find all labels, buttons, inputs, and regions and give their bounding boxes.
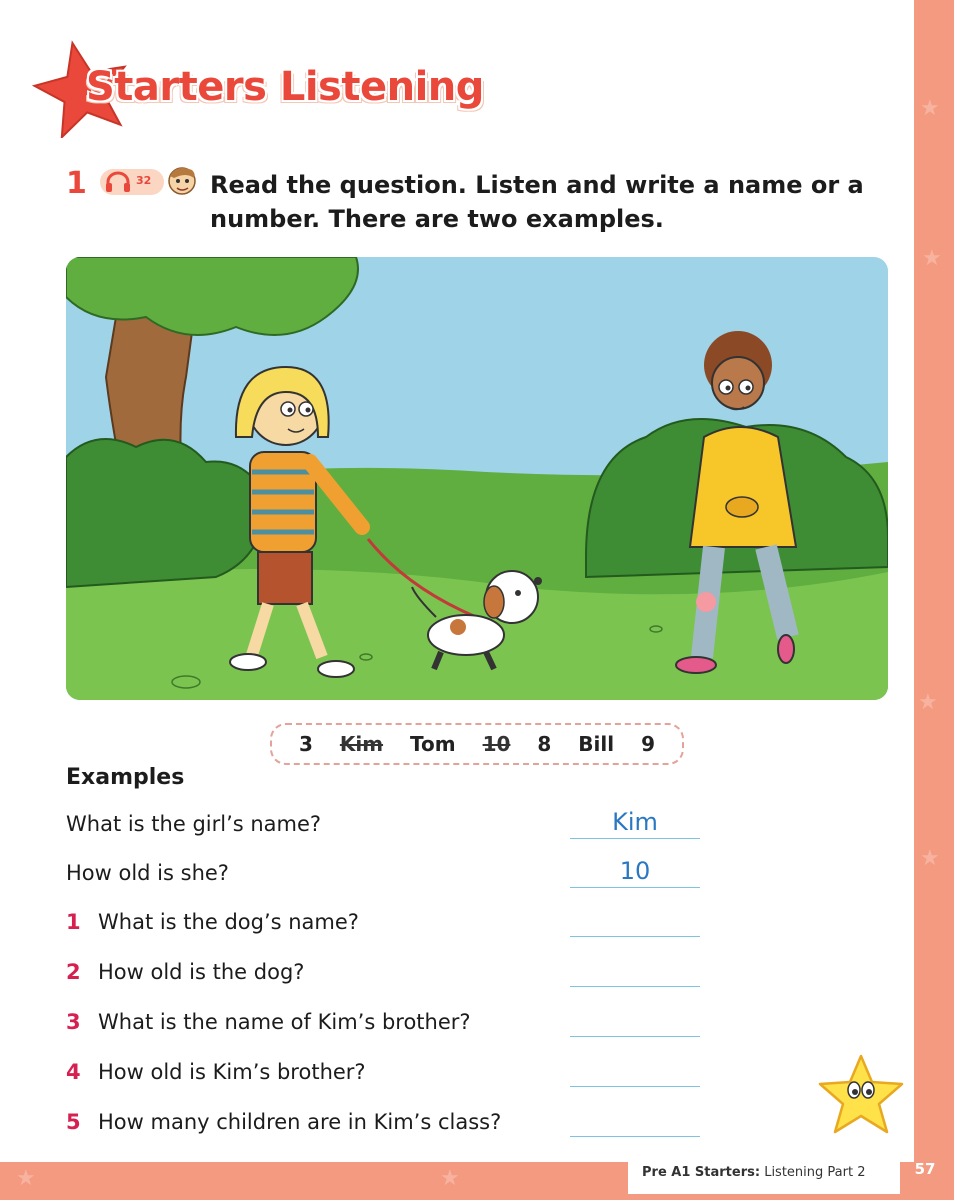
star-decoration-icon: ★: [16, 1166, 36, 1191]
footer-series: Pre A1 Starters:: [642, 1165, 761, 1180]
footer-section: Listening Part 2: [764, 1165, 866, 1180]
word-bank-item: 8: [537, 732, 552, 756]
question-row: [66, 960, 706, 1000]
example-question: What is the girl’s name?: [66, 812, 322, 836]
example-answer: 10: [619, 857, 651, 885]
park-scene-illustration: [66, 257, 888, 700]
task-number: 1: [66, 166, 87, 201]
track-number: 32: [136, 174, 152, 187]
answer-line[interactable]: [570, 986, 700, 987]
question-text: How old is the dog?: [98, 960, 305, 984]
question-row: [66, 910, 706, 950]
question-number: 1: [66, 910, 81, 934]
answer-line[interactable]: [570, 1036, 700, 1037]
answer-line[interactable]: [570, 1136, 700, 1137]
question-row: [66, 1110, 706, 1150]
examples-heading: Examples: [66, 765, 185, 790]
question-text: What is the name of Kim’s brother?: [98, 1010, 471, 1034]
word-bank-item-used: Kim: [339, 732, 384, 756]
question-number: 3: [66, 1010, 81, 1034]
word-bank-item: 9: [641, 732, 655, 756]
answer-line: [570, 838, 700, 839]
example-row: [66, 808, 706, 852]
headphones-icon: [104, 171, 132, 193]
question-number: 4: [66, 1060, 81, 1084]
star-decoration-icon: ★: [920, 846, 940, 871]
star-mascot-icon: [816, 1052, 906, 1136]
question-row: [66, 1060, 706, 1100]
word-bank-item: Bill: [578, 732, 615, 756]
answer-line[interactable]: [570, 1086, 700, 1087]
character-head-icon: [162, 162, 202, 200]
question-text: What is the dog’s name?: [98, 910, 359, 934]
star-decoration-icon: ★: [922, 246, 942, 271]
word-bank-item: Tom: [410, 732, 456, 756]
question-number: 2: [66, 960, 81, 984]
side-border-strip: [914, 0, 954, 1200]
example-answer: Kim: [612, 808, 658, 836]
footer-series-label: [642, 1165, 865, 1180]
task-instructions: Read the question. Listen and write a name or a number. There are two examples.: [210, 171, 864, 233]
star-decoration-icon: ★: [918, 690, 938, 715]
question-text: How many children are in Kim’s class?: [98, 1110, 502, 1134]
example-question: How old is she?: [66, 861, 229, 885]
answer-line[interactable]: [570, 936, 700, 937]
answer-line: [570, 887, 700, 888]
star-decoration-icon: ★: [440, 1166, 460, 1191]
example-row: [66, 857, 706, 901]
star-decoration-icon: ★: [920, 96, 940, 121]
word-bank-item: 3: [298, 732, 313, 756]
question-text: How old is Kim’s brother?: [98, 1060, 366, 1084]
word-bank: [270, 723, 684, 765]
question-number: 5: [66, 1110, 81, 1134]
page-title: Starters Listening: [86, 64, 484, 110]
word-bank-item-used: 10: [482, 732, 511, 756]
page-number: 57: [914, 1160, 936, 1178]
question-row: [66, 1010, 706, 1050]
